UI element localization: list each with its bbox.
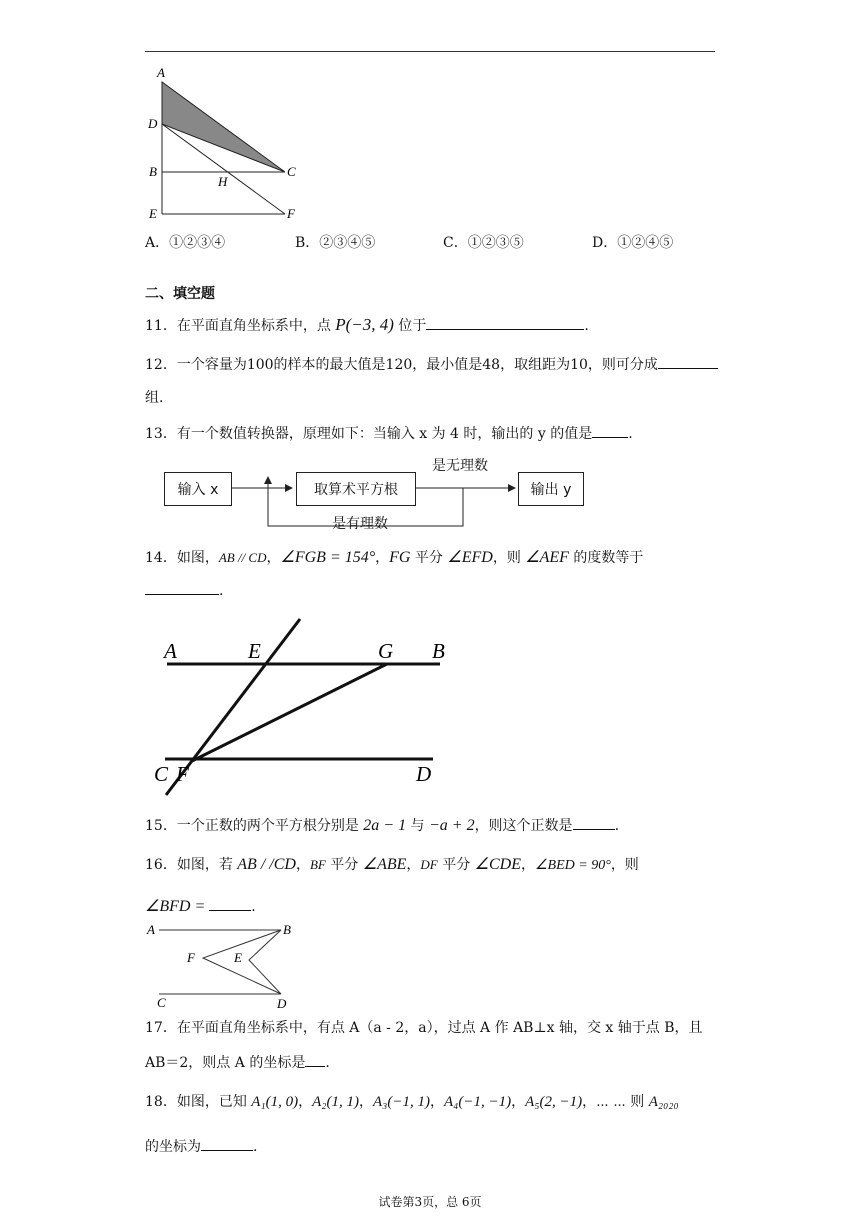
label-D: D bbox=[148, 116, 158, 131]
flow-input-box: 输入 x bbox=[164, 472, 232, 506]
label-E: E bbox=[149, 206, 157, 221]
answer-blank[interactable] bbox=[305, 1052, 325, 1067]
question-16-line2: ∠BFD = . bbox=[145, 898, 256, 915]
answer-blank[interactable] bbox=[592, 423, 628, 438]
question-18: 18．如图，已知 A₁(1, 0)，A₂(1, 1)，A₃(−1, 1)，A₄(−1, −1)，A₅(2, −1)，⋯ ⋯ 则 A₂₀₂₀ bbox=[145, 1094, 679, 1110]
label-E: E bbox=[248, 639, 261, 663]
answer-blank[interactable] bbox=[658, 354, 718, 369]
label-A: A bbox=[164, 639, 177, 663]
figure-q16 bbox=[145, 920, 305, 1012]
label-A: A bbox=[157, 65, 165, 80]
label-B: B bbox=[149, 164, 157, 179]
label-G: G bbox=[378, 639, 394, 663]
label-H: H bbox=[218, 174, 228, 189]
question-12-line2: 组. bbox=[145, 390, 164, 406]
flow-label-irrational: 是无理数 bbox=[432, 458, 488, 474]
label-D: D bbox=[277, 996, 287, 1011]
question-13: 13．有一个数值转换器，原理如下：当输入 x 为 4 时，输出的 y 的值是 . bbox=[145, 423, 633, 444]
question-16: 16．如图，若 AB / /CD，BF 平分 ∠ABE，DF 平分 ∠CDE，∠BED = 90°，则 bbox=[145, 856, 639, 873]
flow-label-rational: 是有理数 bbox=[332, 516, 388, 532]
question-17: 17．在平面直角坐标系中，有点 A（a - 2，a），过点 A 作 AB⊥x 轴，交 x 轴于点 B，且 bbox=[145, 1020, 703, 1036]
question-14: 14．如图，AB // CD，∠FGB = 154°，FG 平分 ∠EFD，则 ∠AEF 的度数等于 bbox=[145, 549, 644, 566]
label-F: F bbox=[187, 950, 195, 965]
question-18-line2: 的坐标为 . bbox=[145, 1136, 257, 1157]
choice-c: C．①②③⑤ bbox=[443, 235, 524, 251]
figure-q14 bbox=[150, 612, 460, 802]
section-title: 二、填空题 bbox=[145, 286, 215, 302]
answer-blank[interactable] bbox=[209, 896, 251, 911]
choice-d: D．①②④⑤ bbox=[592, 235, 674, 251]
label-C: C bbox=[157, 995, 166, 1010]
label-F: F bbox=[287, 206, 295, 221]
question-11: 11．在平面直角坐标系中，点 P(−3, 4) 位于 . bbox=[145, 315, 589, 334]
shaded-trapezoid bbox=[162, 82, 285, 172]
flow-process-box: 取算术平方根 bbox=[296, 472, 416, 506]
label-A: A bbox=[147, 922, 155, 937]
figure-q10 bbox=[140, 62, 310, 222]
header-rule bbox=[145, 51, 715, 52]
question-14-line2: . bbox=[145, 580, 223, 601]
label-B: B bbox=[432, 639, 445, 663]
page-footer: 试卷第3页，总 6页 bbox=[378, 1195, 482, 1209]
choice-a: A．①②③④ bbox=[145, 235, 226, 251]
answer-blank[interactable] bbox=[573, 815, 615, 830]
question-17-line2: AB＝2，则点 A 的坐标是 . bbox=[145, 1052, 330, 1073]
flow-output-box: 输出 y bbox=[518, 472, 584, 506]
answer-blank[interactable] bbox=[145, 580, 219, 595]
label-C: C bbox=[154, 762, 169, 786]
label-D: D bbox=[416, 762, 432, 786]
answer-blank[interactable] bbox=[201, 1136, 253, 1151]
label-B: B bbox=[283, 922, 291, 937]
label-F: F bbox=[176, 762, 189, 786]
choice-b: B．②③④⑤ bbox=[295, 235, 376, 251]
label-E: E bbox=[234, 950, 242, 965]
label-C: C bbox=[287, 164, 296, 179]
question-12: 12．一个容量为100的样本的最大值是120，最小值是48，取组距为10，则可分成 bbox=[145, 354, 718, 375]
question-15: 15．一个正数的两个平方根分别是 2a − 1 与 −a + 2，则这个正数是 . bbox=[145, 817, 620, 834]
answer-blank[interactable] bbox=[426, 315, 584, 330]
